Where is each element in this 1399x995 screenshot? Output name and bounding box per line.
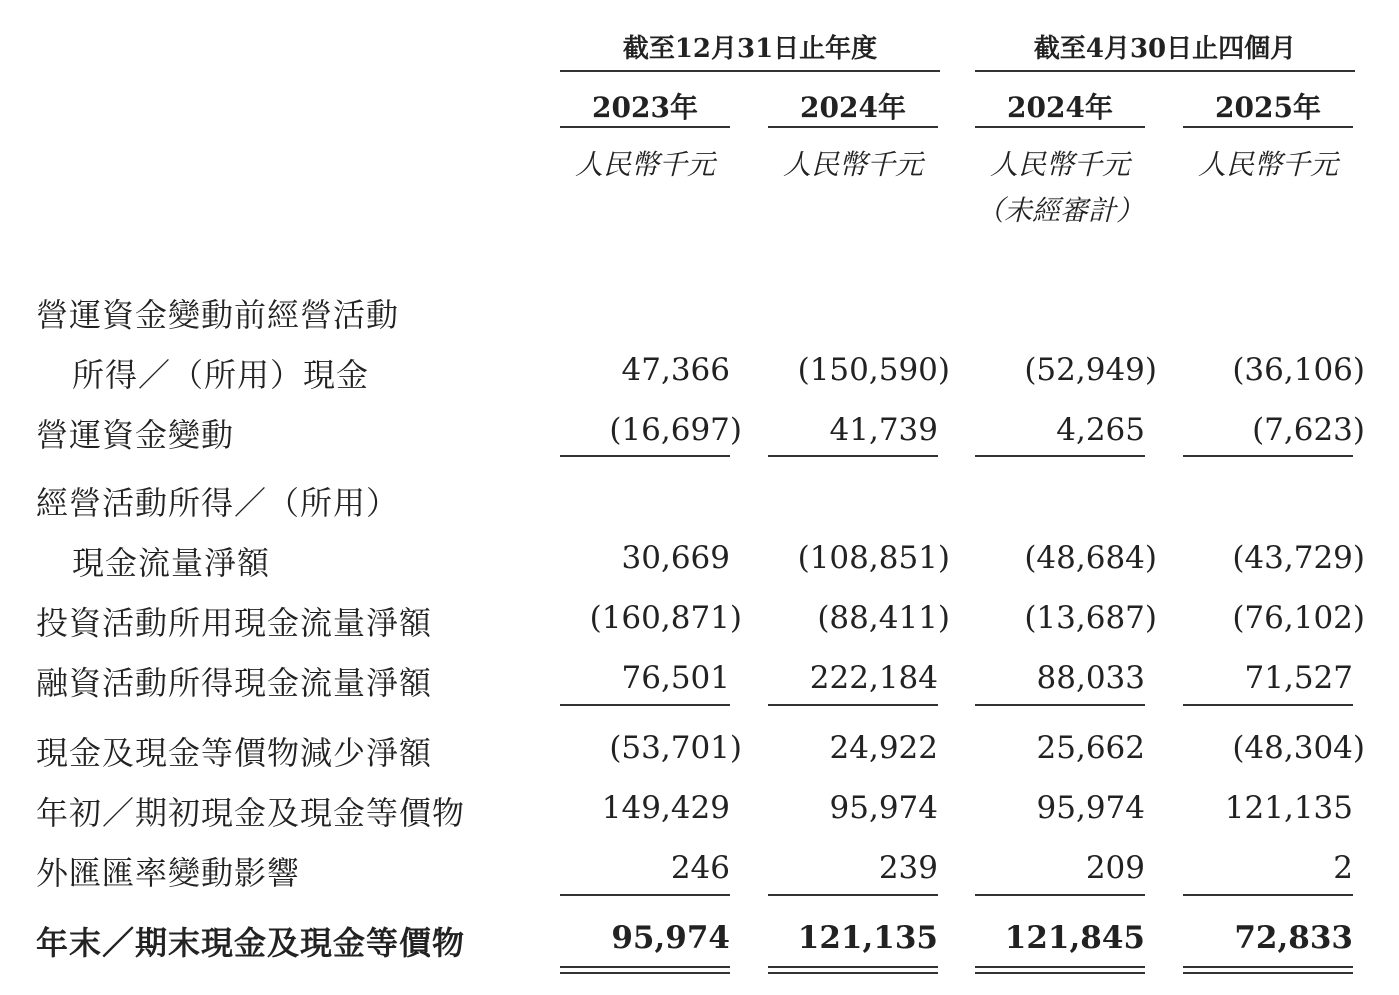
cell-value: 24,922	[829, 730, 938, 766]
cell-value: (7,623)	[1252, 412, 1365, 448]
cell-value: (160,871)	[589, 600, 742, 636]
group-underline	[560, 70, 940, 72]
total-value: 95,974	[611, 920, 730, 956]
subtotal-line	[560, 455, 730, 457]
cell-value: 25,662	[1036, 730, 1145, 766]
subtotal-line	[975, 894, 1145, 896]
total-double-line	[768, 966, 938, 974]
cell-value: 30,669	[621, 540, 730, 576]
total-double-line	[560, 966, 730, 974]
unaudited-note: （未經審計）	[975, 194, 1144, 227]
cell-value: (43,729)	[1232, 540, 1365, 576]
unit-label: 人民幣千元	[574, 148, 715, 181]
cell-value: (36,106)	[1232, 352, 1365, 388]
cell-value: (150,590)	[797, 352, 950, 388]
cell-value: 239	[878, 850, 938, 886]
year-header: 2025年	[1215, 91, 1321, 124]
subtotal-line	[975, 455, 1145, 457]
cell-value: 121,135	[1224, 790, 1353, 826]
cell-value: (53,701)	[609, 730, 742, 766]
cell-value: (88,411)	[817, 600, 950, 636]
group-underline	[975, 70, 1355, 72]
row-label-total: 年末／期末現金及現金等價物	[36, 924, 466, 962]
row-label: 外匯匯率變動影響	[36, 854, 301, 892]
cell-value: (76,102)	[1232, 600, 1365, 636]
year-underline	[975, 126, 1145, 128]
cell-value: 95,974	[829, 790, 938, 826]
subtotal-line	[1183, 704, 1353, 706]
row-label: 營運資金變動前經營活動	[36, 296, 400, 334]
row-label: 營運資金變動	[36, 416, 235, 454]
subtotal-line	[560, 894, 730, 896]
cell-value: 2	[1333, 850, 1353, 886]
subtotal-line	[560, 704, 730, 706]
cell-value: 149,429	[601, 790, 730, 826]
cell-value: 246	[670, 850, 730, 886]
unit-label: 人民幣千元	[1197, 148, 1338, 181]
row-label: 投資活動所用現金流量淨額	[36, 604, 433, 642]
header-group-four-months: 截至4月30日止四個月	[1033, 34, 1297, 64]
row-label: 現金流量淨額	[72, 544, 271, 582]
cell-value: 71,527	[1244, 660, 1353, 696]
cell-value: 88,033	[1036, 660, 1145, 696]
subtotal-line	[975, 704, 1145, 706]
cell-value: 209	[1085, 850, 1145, 886]
cell-value: 41,739	[829, 412, 938, 448]
row-label: 年初／期初現金及現金等價物	[36, 794, 466, 832]
year-underline	[560, 126, 730, 128]
cell-value: 95,974	[1036, 790, 1145, 826]
cell-value: (48,304)	[1232, 730, 1365, 766]
unit-label: 人民幣千元	[782, 148, 923, 181]
subtotal-line	[1183, 455, 1353, 457]
total-double-line	[975, 966, 1145, 974]
cell-value: 222,184	[809, 660, 938, 696]
year-header: 2023年	[592, 91, 698, 124]
cell-value: 76,501	[621, 660, 730, 696]
cell-value: (52,949)	[1024, 352, 1157, 388]
year-underline	[1183, 126, 1353, 128]
year-header: 2024年	[1007, 91, 1113, 124]
row-label: 經營活動所得／（所用）	[36, 484, 400, 522]
subtotal-line	[768, 704, 938, 706]
header-group-year-ended: 截至12月31日止年度	[622, 34, 878, 64]
row-label: 所得／（所用）現金	[72, 356, 370, 394]
cell-value: (48,684)	[1024, 540, 1157, 576]
cell-value: 4,265	[1056, 412, 1145, 448]
unit-label	[975, 142, 1145, 234]
year-underline	[768, 126, 938, 128]
year-header: 2024年	[800, 91, 906, 124]
total-double-line	[1183, 966, 1353, 974]
cell-value: (108,851)	[797, 540, 950, 576]
total-value: 72,833	[1234, 920, 1353, 956]
row-label: 現金及現金等價物減少淨額	[36, 734, 433, 772]
cell-value: 47,366	[621, 352, 730, 388]
unit-text: 人民幣千元	[989, 148, 1130, 181]
subtotal-line	[768, 894, 938, 896]
total-value: 121,135	[797, 920, 938, 956]
total-value: 121,845	[1004, 920, 1145, 956]
cell-value: (13,687)	[1024, 600, 1157, 636]
row-label: 融資活動所得現金流量淨額	[36, 664, 433, 702]
cell-value: (16,697)	[609, 412, 742, 448]
subtotal-line	[1183, 894, 1353, 896]
subtotal-line	[768, 455, 938, 457]
